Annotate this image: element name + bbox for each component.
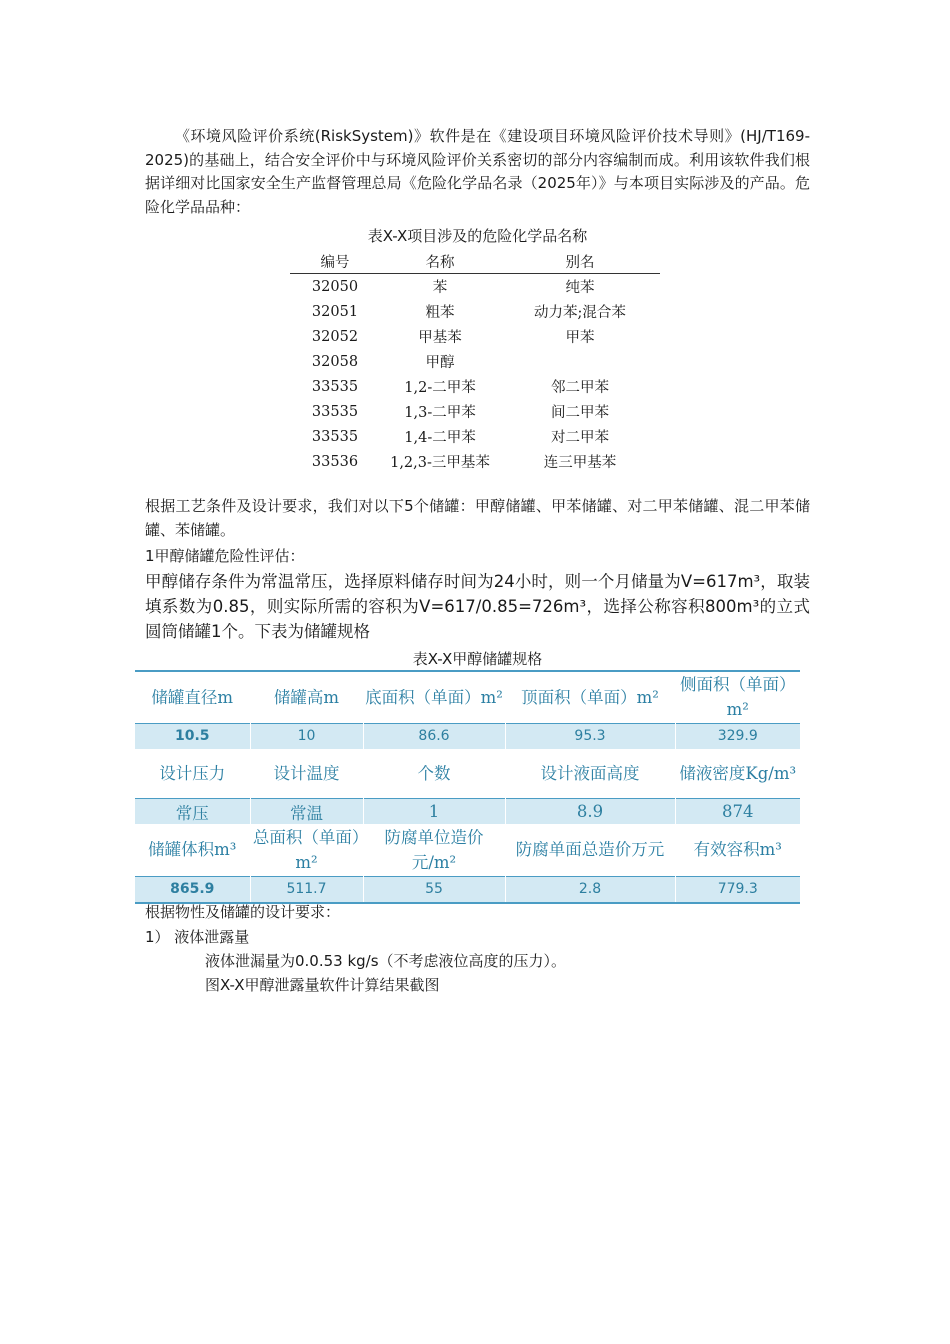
tank-data-cell: 55 [363, 876, 505, 903]
table-row [290, 274, 660, 299]
tank-data-cell: 779.3 [675, 876, 800, 903]
chemicals-table-header [290, 249, 660, 274]
chem-alias-cell: 纯苯 [565, 280, 595, 296]
table-row [290, 449, 660, 474]
tank-data-row-1 [135, 723, 800, 749]
tank-data-cell: 常温 [250, 799, 363, 825]
tank-header-cell: 底面积（单面）m² [363, 671, 505, 723]
chem-id-cell: 32051 [311, 303, 359, 320]
table-row [290, 324, 660, 349]
chem-alias-cell: 邻二甲苯 [551, 380, 609, 396]
chem-name-cell: 1,2-二甲苯 [404, 380, 476, 396]
chemicals-table [290, 249, 660, 474]
methanol-storage-paragraph: 甲醇储存条件为常温常压，选择原料储存时间为24小时，则一个月储量为V=617m³，取装填系数为0.85，则实际所需的容积为V=617/0.85=726m³，选择公称容积800m³的立式圆筒储罐1个。下表为储罐规格 [145, 572, 810, 641]
methanol-section-heading: 1甲醇储罐危险性评估： [145, 547, 305, 565]
chemicals-table-body [290, 274, 660, 474]
table-row [290, 349, 660, 374]
chem-alias-cell: 甲苯 [565, 330, 595, 346]
table-row [290, 399, 660, 424]
chem-alias-cell: 动力苯;混合苯 [534, 305, 626, 321]
chem-alias-cell: 对二甲苯 [551, 430, 609, 446]
leak-rate-paragraph: 液体泄漏量为0.0.53 kg/s（不考虑液位高度的压力）。 [205, 952, 567, 970]
tank-header-cell: 储罐直径m [151, 687, 234, 707]
intro-paragraph: 《环境风险评价系统(RiskSystem)》软件是在《建设项目环境风险评价技术导则》(HJ/T169-2025)的基础上，结合安全评价中与环境风险评价关系密切的部分内容编制而成。利用该软件我们根据详细对比国家安全生产监督管理总局《危险化学品名录（2025年）》与本项目实际涉及的产品。危险化学品品种： [145, 127, 810, 216]
leak-heading: 1） 液体泄露量 [145, 928, 250, 946]
chem-id-cell: 32052 [311, 328, 359, 345]
tank-data-cell: 874 [675, 799, 800, 825]
tank-data-row-3 [135, 876, 800, 903]
chem-alias-cell: 间二甲苯 [551, 405, 609, 421]
tank-data-cell: 10 [250, 723, 363, 749]
chem-name-cell: 1,3-二甲苯 [404, 405, 476, 421]
tank-header-cell: 设计液面高度 [505, 749, 675, 799]
tank-data-cell: 95.3 [505, 723, 675, 749]
table-row [290, 299, 660, 324]
tank-header-cell: 总面积（单面）m² [250, 824, 363, 876]
tank-header-cell: 设计压力 [159, 763, 226, 783]
header-id: 编号 [320, 254, 350, 271]
chem-id-cell: 33536 [311, 453, 359, 470]
tank-header-cell: 储液密度Kg/m³ [675, 749, 800, 799]
tanks-paragraph: 根据工艺条件及设计要求，我们对以下5个储罐：甲醇储罐、甲苯储罐、对二甲苯储罐、混二甲苯储罐、苯储罐。 [145, 497, 810, 539]
design-requirements-paragraph: 根据物性及储罐的设计要求： [145, 903, 341, 921]
tank-header-row-2 [135, 749, 800, 799]
chem-name-cell: 1,2,3-三甲基苯 [390, 455, 490, 471]
tank-data-cell: 511.7 [250, 876, 363, 903]
tank-header-cell: 顶面积（单面）m² [505, 671, 675, 723]
tank-data-cell: 86.6 [363, 723, 505, 749]
tank-data-cell: 329.9 [675, 723, 800, 749]
chem-name-cell: 粗苯 [425, 305, 455, 321]
tank-header-row-1 [135, 671, 800, 723]
tank-data-cell: 1 [363, 799, 505, 825]
tank-header-cell: 防腐单位造价元/m² [363, 824, 505, 876]
chem-name-cell: 甲基苯 [418, 330, 462, 346]
chem-alias-cell: 连三甲基苯 [543, 455, 617, 471]
table1-caption: 表X-X项目涉及的危险化学品名称 [367, 227, 588, 245]
tank-data-cell: 865.9 [135, 876, 250, 903]
tank-data-row-2 [135, 799, 800, 825]
table2-caption: 表X-X甲醇储罐规格 [412, 650, 543, 668]
tank-header-cell: 储罐体积m³ [148, 840, 237, 860]
tank-header-row-3 [135, 824, 800, 876]
header-alias: 别名 [565, 254, 595, 271]
chem-id-cell: 32050 [311, 278, 359, 295]
tank-spec-table [135, 670, 800, 904]
chem-name-cell: 苯 [432, 280, 448, 296]
tank-header-cell: 储罐高m [250, 671, 363, 723]
header-name: 名称 [425, 254, 455, 271]
chem-name-cell: 甲醇 [425, 355, 455, 371]
tank-header-cell: 个数 [363, 749, 505, 799]
table-row [290, 374, 660, 399]
figure-caption: 图X-X甲醇泄露量软件计算结果截图 [205, 976, 440, 994]
tank-header-cell: 防腐单面总造价万元 [505, 824, 675, 876]
tank-data-cell: 8.9 [505, 799, 675, 825]
tank-header-cell: 侧面积（单面）m² [675, 671, 800, 723]
chem-id-cell: 33535 [311, 403, 359, 420]
chem-name-cell: 1,4-二甲苯 [404, 430, 476, 446]
chem-id-cell: 33535 [311, 378, 359, 395]
tank-data-cell: 常压 [135, 799, 250, 825]
chem-id-cell: 33535 [311, 428, 359, 445]
tank-header-cell: 设计温度 [250, 749, 363, 799]
chem-id-cell: 32058 [311, 353, 359, 370]
tank-data-cell: 10.5 [135, 723, 250, 749]
tank-header-cell: 有效容积m³ [675, 824, 800, 876]
table-row [290, 424, 660, 449]
tank-data-cell: 2.8 [505, 876, 675, 903]
